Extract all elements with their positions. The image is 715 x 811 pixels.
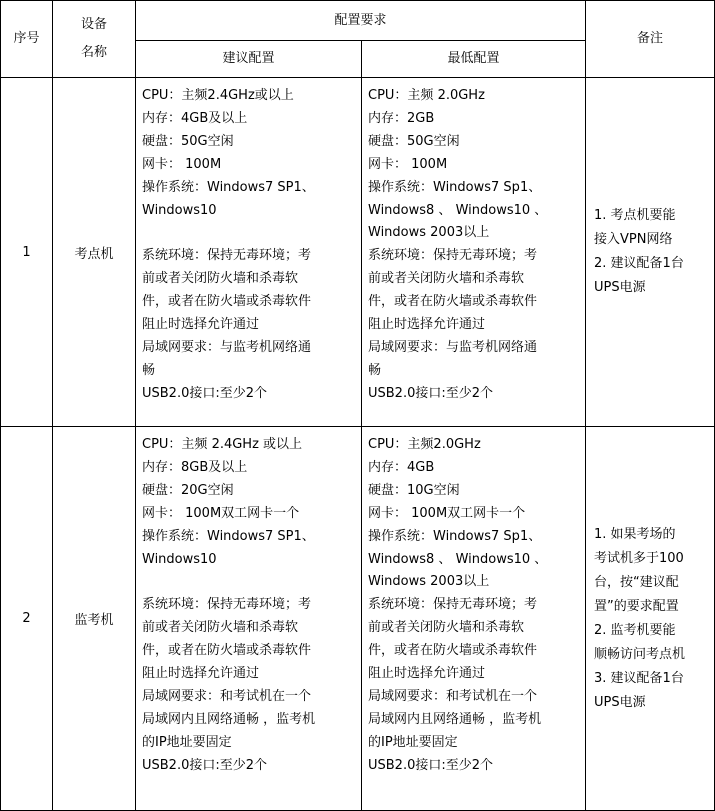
- config-line: 局域网要求：与监考机网络通: [142, 339, 312, 355]
- row-index: 1: [1, 78, 53, 427]
- header-minimum: 最低配置: [362, 41, 586, 78]
- config-line: 操作系统：Windows7 SP1、: [142, 528, 315, 544]
- header-device-line2: 名称: [80, 45, 107, 60]
- config-line: 系统环境：保持无毒环境；考: [142, 248, 312, 264]
- config-line: 硬盘：20G空闲: [142, 482, 234, 498]
- table-row: [1, 427, 715, 811]
- remark-line: 考试机多于100: [594, 550, 684, 566]
- config-line: USB2.0接口:至少2个: [142, 757, 268, 773]
- remark-line: 1. 考点机要能: [594, 208, 676, 223]
- spacer: [142, 571, 357, 594]
- config-line: 阻止时选择允许通过: [142, 317, 260, 333]
- config-line: 的IP地址要固定: [368, 734, 458, 750]
- header-recommended: 建议配置: [136, 41, 362, 78]
- remark-line: 1. 如果考场的: [594, 526, 676, 542]
- minimum-config-cell: [362, 427, 586, 811]
- config-line: USB2.0接口:至少2个: [142, 385, 268, 401]
- header-remarks: 备注: [586, 1, 715, 78]
- config-line: 网卡： 100M双工网卡一个: [142, 505, 300, 521]
- config-line: 前或者关闭防火墙和杀毒软: [142, 620, 299, 636]
- spacer: [142, 222, 357, 245]
- header-device-name: [53, 1, 136, 78]
- config-line: 内存：4GB: [368, 459, 435, 475]
- row-index: 2: [1, 427, 53, 811]
- config-line: 网卡： 100M: [368, 156, 448, 172]
- remark-line: UPS电源: [594, 280, 646, 295]
- config-line: CPU：主频 2.0GHz: [368, 88, 485, 103]
- config-line: 件，或者在防火墙或杀毒软件: [368, 643, 538, 659]
- config-line: 件，或者在防火墙或杀毒软件: [368, 294, 538, 310]
- config-line: 前或者关闭防火墙和杀毒软: [368, 271, 525, 287]
- config-line: 阻止时选择允许通过: [368, 317, 486, 333]
- recommended-config-cell: [136, 427, 362, 811]
- config-line: 操作系统：Windows7 SP1、: [142, 179, 315, 195]
- config-line: USB2.0接口:至少2个: [368, 757, 494, 773]
- config-line: Windows10: [142, 202, 217, 218]
- config-line: 局域网内且网络通畅 ，监考机: [368, 711, 542, 727]
- config-line: 系统环境：保持无毒环境；考: [368, 597, 538, 613]
- config-line: 系统环境：保持无毒环境；考: [142, 597, 312, 613]
- config-line: 局域网要求：和考试机在一个: [368, 688, 538, 704]
- table-row: [1, 78, 715, 427]
- header-device-line1: 设备: [80, 17, 107, 32]
- header-config-requirements: 配置要求: [136, 1, 586, 41]
- remark-line: 顺畅访问考点机: [594, 646, 686, 662]
- config-line: 操作系统：Windows7 Sp1、: [368, 179, 542, 195]
- config-line: 网卡： 100M双工网卡一个: [368, 505, 526, 521]
- config-line: 局域网要求：与监考机网络通: [368, 339, 538, 355]
- config-line: CPU：主频2.4GHz或以上: [142, 88, 294, 103]
- remark-line: 台，按“建议配: [594, 574, 679, 590]
- config-line: 前或者关闭防火墙和杀毒软: [142, 271, 299, 287]
- row-device-name: 考点机: [53, 78, 136, 427]
- config-line: 局域网内且网络通畅 ，监考机: [142, 711, 316, 727]
- config-line: 网卡： 100M: [142, 156, 222, 172]
- config-line: 局域网要求：和考试机在一个: [142, 688, 312, 704]
- config-line: 硬盘：10G空闲: [368, 482, 460, 498]
- config-line: 前或者关闭防火墙和杀毒软: [368, 620, 525, 636]
- remark-line: 接入VPN网络: [594, 232, 673, 247]
- remarks-cell: [586, 427, 715, 811]
- row-device-name: 监考机: [53, 427, 136, 811]
- config-line: CPU：主频 2.4GHz 或以上: [142, 437, 303, 452]
- minimum-config-cell: [362, 78, 586, 427]
- config-line: Windows10: [142, 551, 217, 567]
- remark-line: 置”的要求配置: [594, 598, 679, 614]
- config-line: 内存：4GB及以上: [142, 110, 248, 126]
- config-line: 阻止时选择允许通过: [142, 666, 260, 682]
- config-line: Windows 2003以上: [368, 225, 490, 241]
- config-line: 畅: [142, 362, 156, 378]
- header-index: 序号: [1, 1, 53, 78]
- config-line: 操作系统：Windows7 Sp1、: [368, 528, 542, 544]
- config-line: 内存：2GB: [368, 110, 435, 126]
- remark-line: UPS电源: [594, 694, 646, 710]
- config-line: 阻止时选择允许通过: [368, 666, 486, 682]
- config-line: 的IP地址要固定: [142, 734, 232, 750]
- config-line: 系统环境：保持无毒环境；考: [368, 248, 538, 264]
- config-line: Windows8 、 Windows10 、: [368, 551, 548, 567]
- config-line: 件，或者在防火墙或杀毒软件: [142, 294, 312, 310]
- config-line: USB2.0接口:至少2个: [368, 385, 494, 401]
- config-line: 硬盘：50G空闲: [142, 133, 234, 149]
- remark-line: 3. 建议配备1台: [594, 670, 684, 686]
- remark-line: 2. 监考机要能: [594, 622, 676, 638]
- config-line: 内存：8GB及以上: [142, 459, 248, 475]
- config-line: 畅: [368, 362, 382, 378]
- config-line: 硬盘：50G空闲: [368, 133, 460, 149]
- config-line: Windows8 、 Windows10 、: [368, 202, 548, 218]
- config-line: CPU：主频2.0GHz: [368, 437, 481, 452]
- recommended-config-cell: [136, 78, 362, 427]
- remarks-cell: [586, 78, 715, 427]
- remark-line: 2. 建议配备1台: [594, 256, 684, 271]
- config-line: Windows 2003以上: [368, 574, 490, 590]
- config-line: 件，或者在防火墙或杀毒软件: [142, 643, 312, 659]
